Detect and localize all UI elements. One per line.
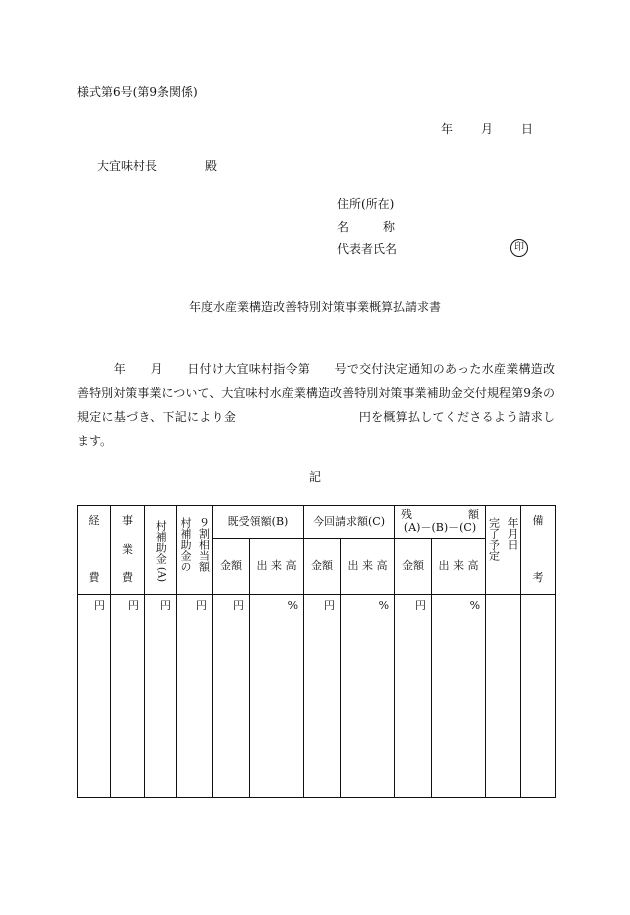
applicant-address-label: 住所(所在) [337, 197, 395, 211]
header-current: 今回請求額(C) [304, 506, 395, 539]
cell-received-amount: 円 [213, 595, 250, 798]
cell-completion-date [486, 595, 521, 798]
sub-received-amount: 金額 [213, 539, 250, 595]
sub-balance-amount: 金額 [395, 539, 432, 595]
cell-received-progress: % [250, 595, 304, 798]
header-keihi: 経 費 [78, 506, 111, 595]
date-month: 月 [481, 122, 494, 136]
applicant-name-label [337, 221, 395, 233]
sub-current-amount: 金額 [304, 539, 341, 595]
cell-keihi: 円 [78, 595, 111, 798]
date-line [441, 123, 533, 135]
addressee-suffix: 殿 [205, 159, 218, 173]
cell-current-amount: 円 [304, 595, 341, 798]
header-jigyohi: 事 業 費 [111, 506, 145, 595]
cell-village-subsidy: 円 [145, 595, 177, 798]
addressee-name: 大宜味村長 [97, 159, 158, 173]
cell-current-progress: % [341, 595, 395, 798]
request-body-text: 年 月 日付け大宜味村指令第 号で交付決定通知のあった水産業構造改善特別対策事業について、大宜味村水産業構造改善特別対策事業補助金交付規程第9条の規定に基づき、下記により金 円を概算払してくださるよう請求します。 [77, 362, 555, 448]
addressee [97, 160, 217, 172]
cell-ninety-percent: 円 [177, 595, 213, 798]
cell-remarks [521, 595, 556, 798]
record-label: 記 [308, 470, 321, 484]
name-label-second: 称 [383, 220, 396, 234]
sub-balance-progress: 出 来 高 [432, 539, 486, 595]
header-balance: 残 額 (A)－(B)－(C) [395, 506, 486, 539]
sub-current-progress: 出 来 高 [341, 539, 395, 595]
header-completion-date: 年月日 完了予定 [486, 506, 521, 595]
header-remarks: 備 考 [521, 506, 556, 595]
name-label-first: 名 [337, 220, 350, 234]
document-title: 年度水産業構造改善特別対策事業概算払請求書 [188, 300, 441, 314]
applicant-representative-label: 代表者氏名 [337, 242, 398, 256]
date-year: 年 [441, 122, 454, 136]
seal-icon: 印 [510, 239, 528, 257]
sub-received-progress: 出 来 高 [250, 539, 304, 595]
cell-jigyohi: 円 [111, 595, 145, 798]
cell-balance-amount: 円 [395, 595, 432, 798]
header-received: 既受領額(B) [213, 506, 304, 539]
claim-table [77, 505, 556, 798]
header-ninety-percent: ９割相当額 村補助金の [177, 506, 213, 595]
header-village-subsidy: 村補助金 (A) [145, 506, 177, 595]
date-day: 日 [521, 122, 534, 136]
cell-balance-progress: % [432, 595, 486, 798]
form-number: 様式第6号(第9条関係) [77, 85, 198, 99]
